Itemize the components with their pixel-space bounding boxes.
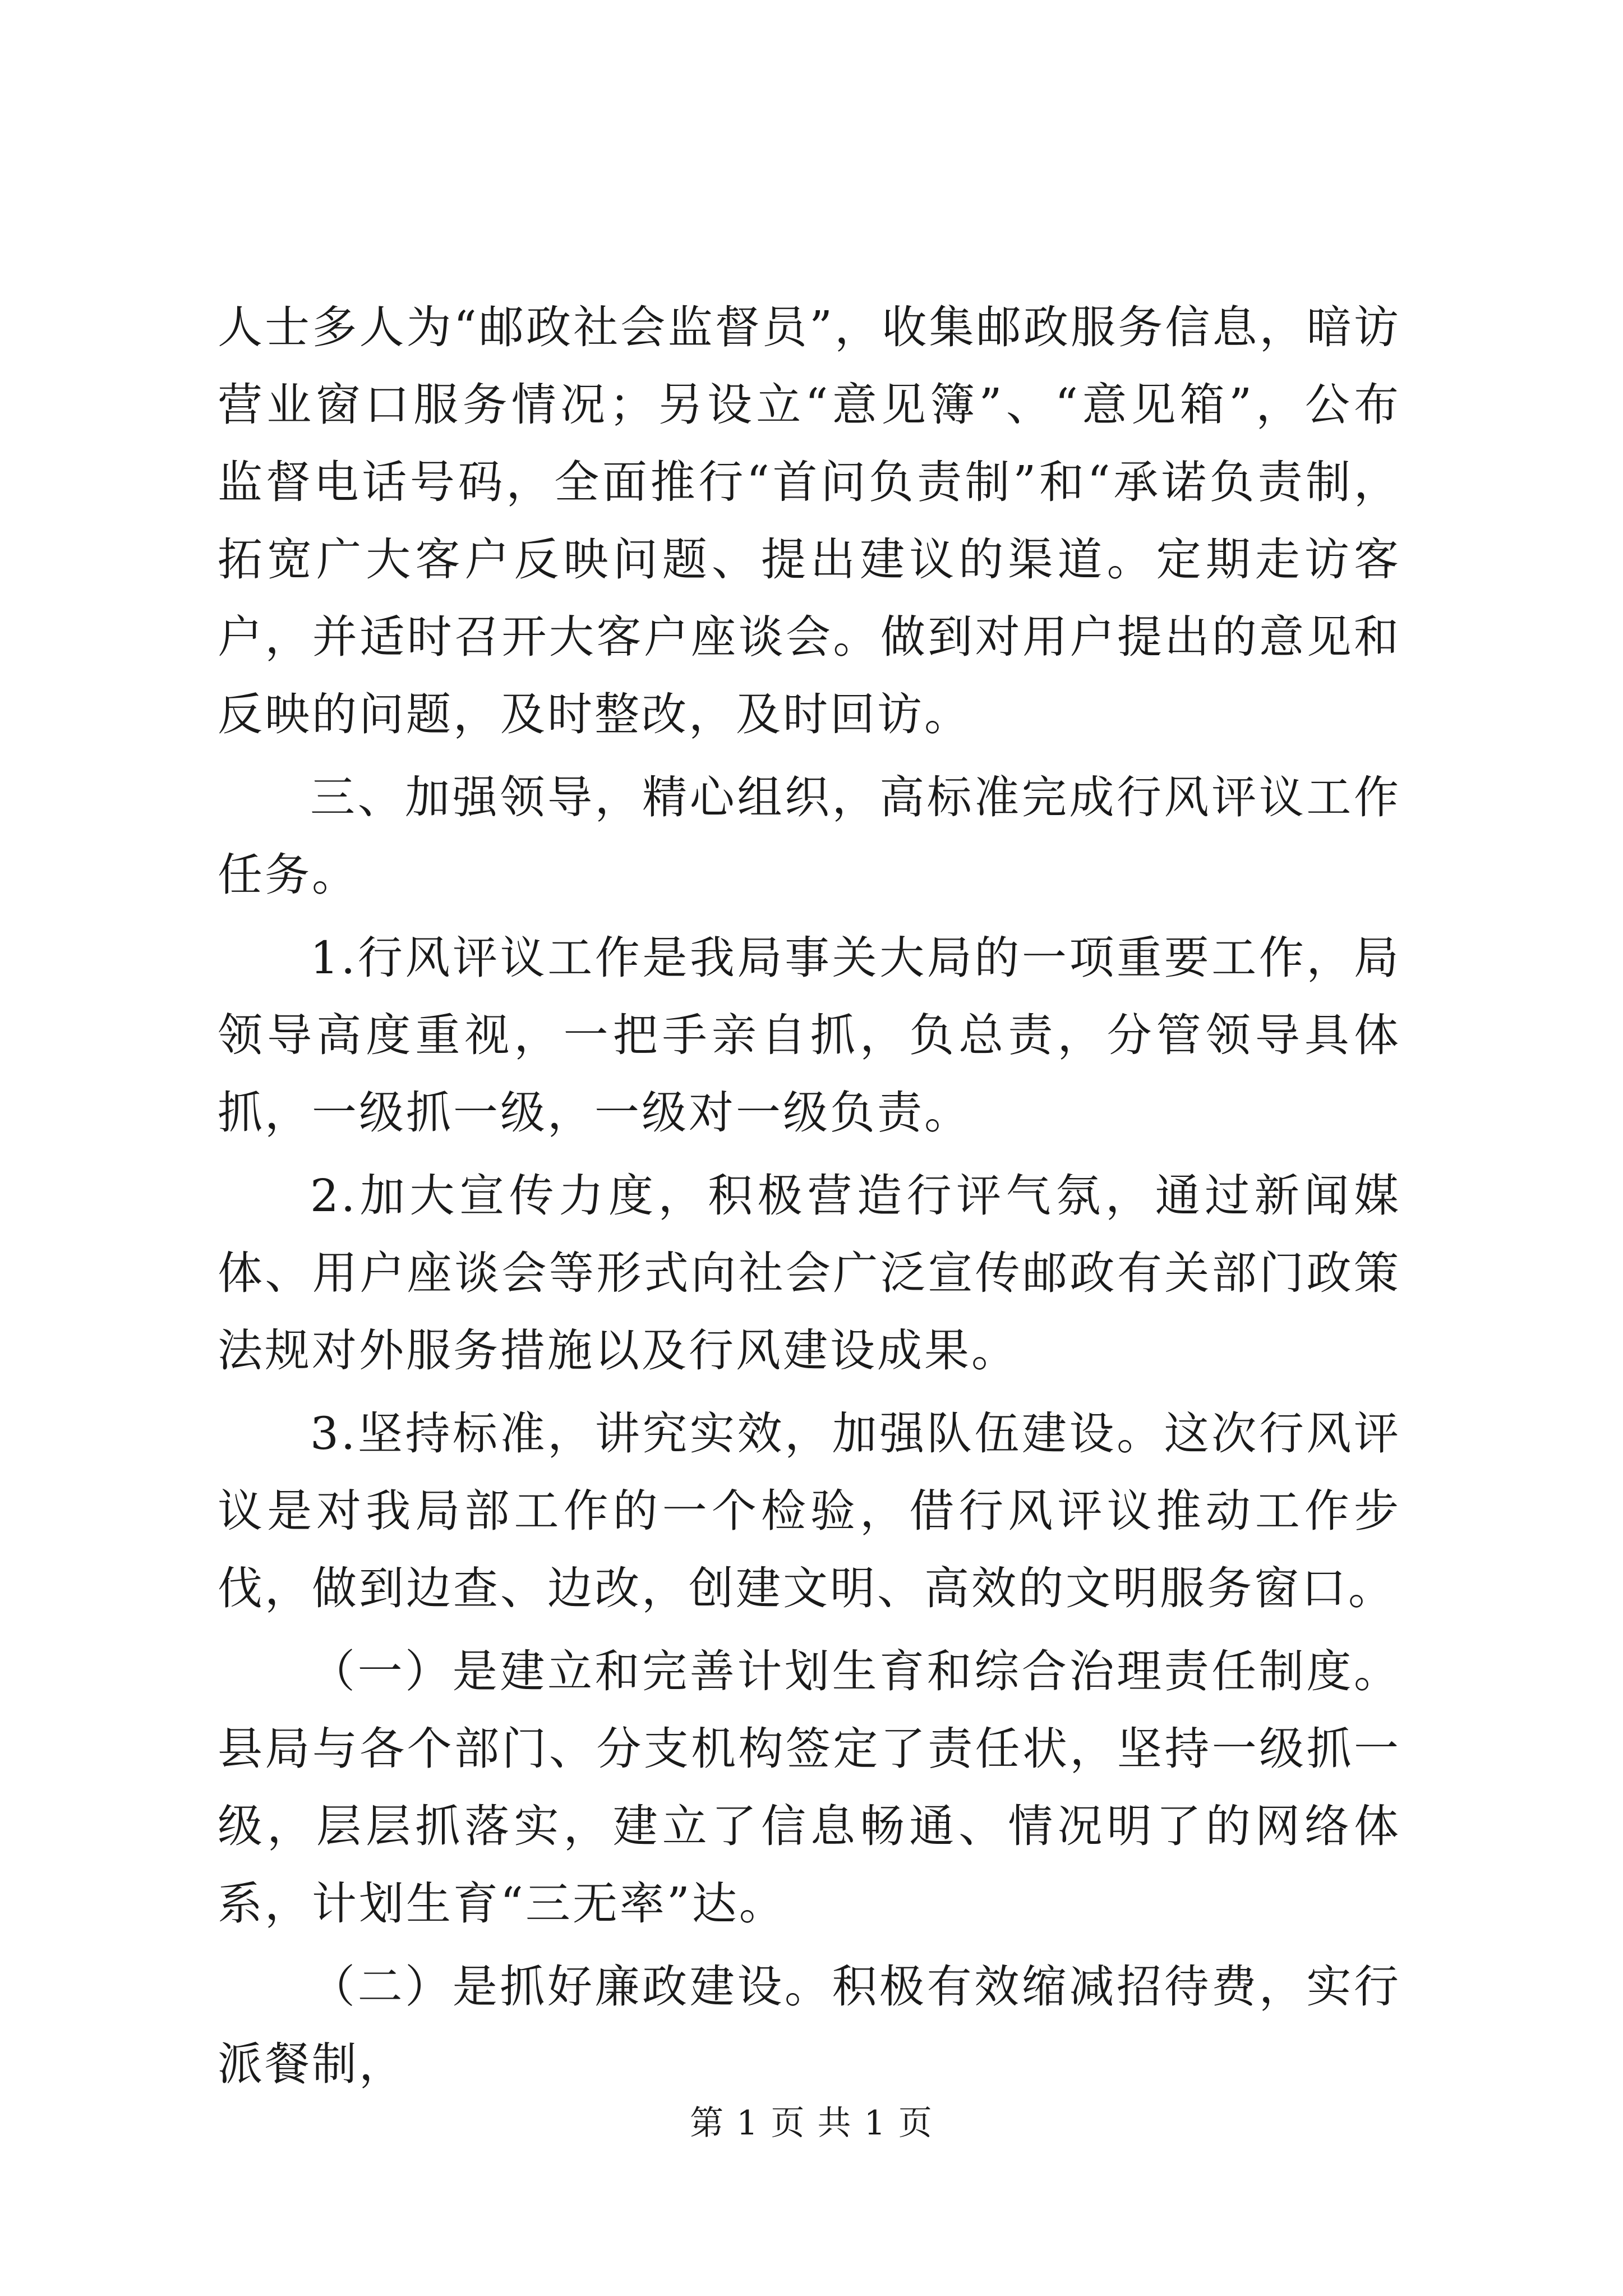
paragraph-sub-two: （二）是抓好廉政建设。积极有效缩减招待费，实行派餐制， [218,1961,1401,2090]
paragraph-continued: 人士多人为“邮政社会监督员”，收集邮政服务信息，暗访营业窗口服务情况；另设立“意见簿”、“意见箱”，公布监督电话号码，全面推行“首问负责制”和“承诺负责制，拓宽广大客户反映问题、提出建议的渠道。定期走访客户，并适时召开大客户座谈会。做到对用户提出的意见和反映的问题，及时整改，及时回访。 [218,301,1401,740]
paragraph-sub-one: （一）是建立和完善计划生育和综合治理责任制度。县局与各个部门、分支机构签定了责任状，坚持一级抓一级，层层抓落实，建立了信息畅通、情况明了的网络体系，计划生育“三无率”达。 [218,1645,1401,1930]
paragraph-item-3: 3.坚持标准，讲究实效，加强队伍建设。这次行风评议是对我局部工作的一个检验，借行风评议推动工作步伐，做到边查、边改，创建文明、高效的文明服务窗口。 [218,1407,1401,1614]
paragraph-item-1: 1.行风评议工作是我局事关大局的一项重要工作，局领导高度重视，一把手亲自抓，负总责，分管领导具体抓，一级抓一级，一级对一级负责。 [218,932,1401,1139]
paragraph-item-2: 2.加大宣传力度，积极营造行评气氛，通过新闻媒体、用户座谈会等形式向社会广泛宣传邮政有关部门政策法规对外服务措施以及行风建设成果。 [218,1170,1401,1377]
page-number-footer: 第 1 页 共 1 页 [690,2104,933,2143]
paragraph-section-three-heading: 三、加强领导，精心组织，高标准完成行风评议工作任务。 [218,771,1401,901]
document-body [218,289,1401,2109]
